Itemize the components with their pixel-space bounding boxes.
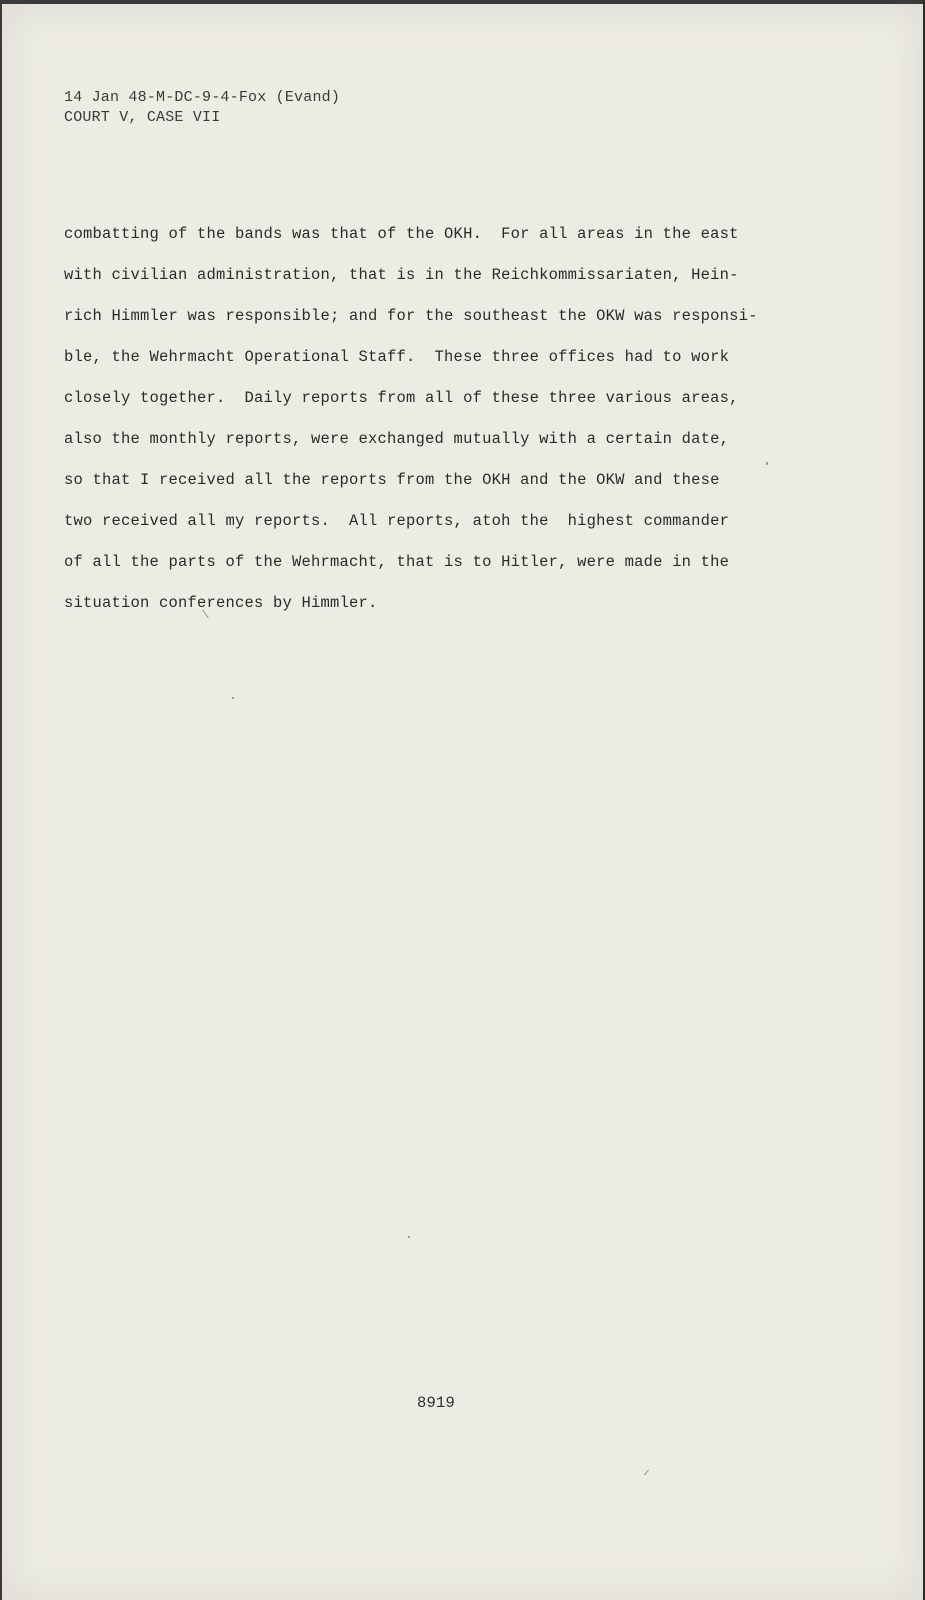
body-line-3: rich Himmler was responsible; and for the southeast the OKW was responsi- <box>64 307 758 325</box>
body-line-2: with civilian administration, that is in the Reichkommissariaten, Hein- <box>64 266 739 284</box>
body-line-5: closely together. Daily reports from all of these three various areas, <box>64 389 739 407</box>
body-line-4: ble, the Wehrmacht Operational Staff. These three offices had to work <box>64 348 730 366</box>
body-line-10: situation conferences by Himmler. <box>64 594 378 612</box>
document-page <box>2 4 923 1600</box>
body-line-8: two received all my reports. All reports, atoh the highest commander <box>64 512 730 530</box>
page-number: 8919 <box>417 1394 456 1412</box>
paper-speck <box>232 697 234 699</box>
paper-scratch-mark <box>644 1469 649 1475</box>
body-line-9: of all the parts of the Wehrmacht, that is to Hitler, were made in the <box>64 553 730 571</box>
header-reference-line: 14 Jan 48-M-DC-9-4-Fox (Evand) <box>64 89 341 106</box>
body-line-7: so that I received all the reports from the OKH and the OKW and these <box>64 471 720 489</box>
body-line-1: combatting of the bands was that of the OKH. For all areas in the east <box>64 225 739 243</box>
document-header <box>64 88 340 128</box>
paper-speck <box>408 1236 410 1238</box>
transcript-body <box>64 214 864 624</box>
header-court-case-line: COURT V, CASE VII <box>64 109 221 126</box>
body-line-6: also the monthly reports, were exchanged mutually with a certain date, <box>64 430 730 448</box>
paper-speck <box>766 462 768 465</box>
